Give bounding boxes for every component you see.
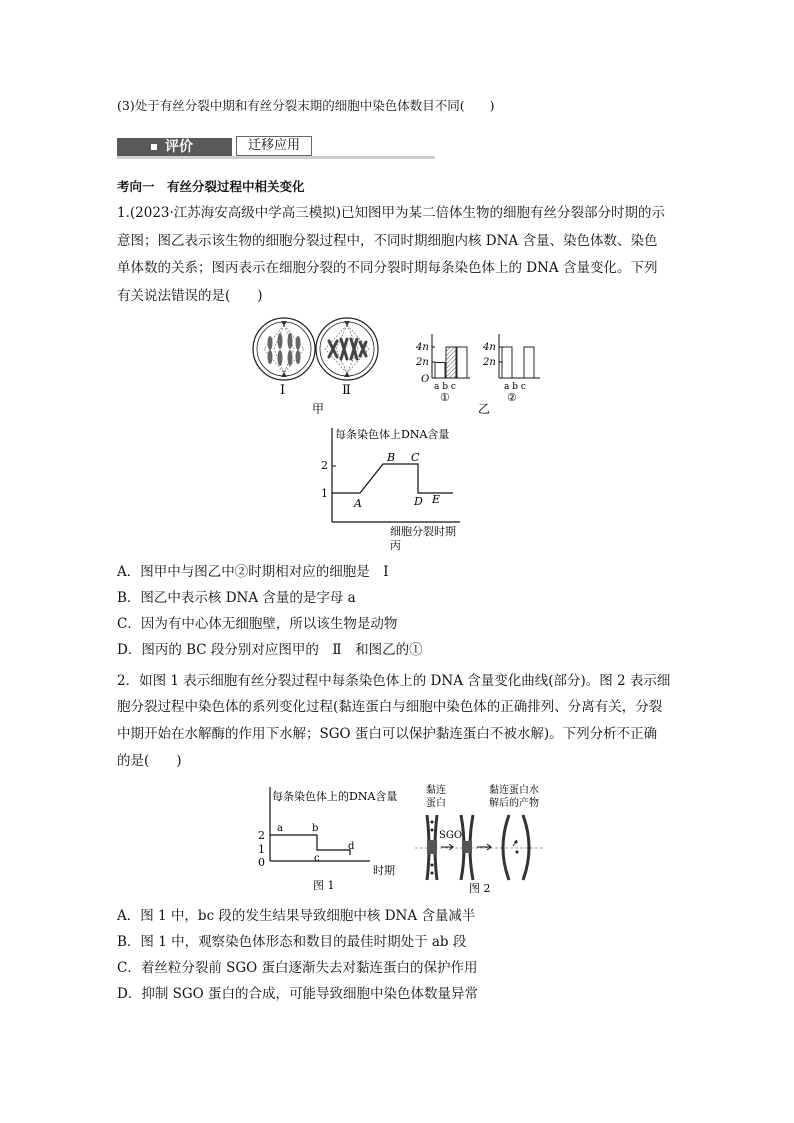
chart2-bars <box>502 347 534 378</box>
q1-option-a[interactable]: A．图甲中与图乙中②时期相对应的细胞是 Ⅰ <box>117 564 389 580</box>
chart1-tick-2n: 2n <box>416 357 429 368</box>
chart1-origin: O <box>421 374 430 385</box>
q2-stem-line: 2．如图 1 表示细胞有丝分裂过程中每条染色体上的 DNA 含量变化曲线(部分)。图 2 表示细 <box>117 673 671 689</box>
q2-option-b[interactable]: B．图 1 中，观察染色体形态和数目的最佳时期处于 ab 段 <box>117 934 467 950</box>
fig1-point-c: c <box>314 853 320 864</box>
fig2-label1-line1: 黏连 <box>426 785 446 796</box>
bing-ylabel: 每条染色体上DNA含量 <box>335 428 450 441</box>
fig2-sgo-label: SGO <box>439 830 463 841</box>
q2-option-a[interactable]: A．图 1 中，bc 段的发生结果导致细胞中核 DNA 含量减半 <box>117 908 476 924</box>
bing-point-d: D <box>414 495 423 508</box>
figure-jia <box>250 315 385 415</box>
figure-2 <box>415 780 550 895</box>
figure-yi <box>412 330 547 415</box>
chart1-tick-4n: 4n <box>416 342 429 353</box>
fig1-ylabel: 每条染色体上的DNA含量 <box>272 790 398 803</box>
bing-xlabel: 细胞分裂时期 <box>390 525 456 538</box>
section-sublabel: 迁移应用 <box>236 136 312 156</box>
figure-yi-caption: 乙 <box>478 402 491 415</box>
fig1-tick-1: 1 <box>258 843 265 856</box>
cell-one-illustration <box>253 318 315 380</box>
bing-point-a: A <box>354 497 362 510</box>
q2-stem-line: 的是( ) <box>117 753 182 769</box>
cell-two-illustration <box>316 318 378 380</box>
fig2-label2-line2: 解后的产物 <box>489 798 539 809</box>
bing-tick-2: 2 <box>321 459 328 472</box>
q1-stem-line: 1.(2023·江苏海安高级中学高三模拟)已知图甲为某二倍体生物的细胞有丝分裂部分时期的示 <box>117 205 666 221</box>
bing-point-c: C <box>411 451 420 464</box>
figure-bing <box>320 424 475 552</box>
q1-option-b[interactable]: B．图乙中表示核 DNA 含量的是字母 a <box>117 590 356 606</box>
bar-a <box>435 363 445 379</box>
section-label: 评价 <box>165 139 193 155</box>
q2-stem-line: 胞分裂过程中染色体的系列变化过程(黏连蛋白与细胞中染色体的正确排列、分离有关，分裂 <box>117 699 663 715</box>
figure-1-caption: 图 1 <box>313 879 335 892</box>
cell-two-label: Ⅱ <box>342 383 351 398</box>
section-banner <box>117 134 435 158</box>
fig1-tick-2: 2 <box>258 829 265 842</box>
fig1-curve <box>270 835 350 855</box>
chart1-bars <box>435 347 467 378</box>
chart2-id: ② <box>507 391 517 404</box>
cell-one-label: Ⅰ <box>280 383 286 398</box>
figure-2-caption: 图 2 <box>469 882 491 895</box>
section-rule <box>117 156 435 159</box>
q2-option-c[interactable]: C．着丝粒分裂前 SGO 蛋白逐渐失去对黏连蛋白的保护作用 <box>117 960 478 976</box>
figure-bing-caption: 丙 <box>390 539 401 552</box>
q1-stem-line: 单体数的关系；图丙表示在细胞分裂的不同分裂时期每条染色体上的 DNA 含量变化。下列 <box>117 260 658 276</box>
chromosome-pair-2 <box>461 815 473 880</box>
chart1-id: ① <box>440 391 450 404</box>
chart2-bar-labels: a b c <box>504 382 526 392</box>
fig1-xlabel: 时期 <box>373 864 395 877</box>
section-bar <box>117 138 232 156</box>
chromosome-pair-1 <box>427 815 437 880</box>
bar-a <box>502 347 512 378</box>
bar-c <box>457 347 467 378</box>
q1-stem-line: 意图；图乙表示该生物的细胞分裂过程中，不同时期细胞内核 DNA 含量、染色体数、染色 <box>117 233 658 249</box>
topic-heading: 考向一 有丝分裂过程中相关变化 <box>117 179 305 194</box>
fig2-label1-line2: 蛋白 <box>426 798 446 809</box>
q2-stem-line: 中期开始在水解酶的作用下水解；SGO 蛋白可以保护黏连蛋白不被水解)。下列分析不正确 <box>117 726 658 742</box>
bar-c <box>524 347 534 378</box>
figure-jia-caption: 甲 <box>312 402 325 415</box>
fig1-point-a: a <box>277 823 283 834</box>
q1-option-d[interactable]: D．图丙的 BC 段分别对应图甲的 Ⅱ 和图乙的① <box>117 642 423 658</box>
fig1-point-b: b <box>312 823 319 834</box>
separated-chromatids <box>503 815 529 880</box>
bar-b <box>446 347 456 378</box>
fig1-tick-0: 0 <box>258 856 265 869</box>
chart2-tick-2n: 2n <box>483 357 496 368</box>
fig1-point-d: d <box>348 841 355 852</box>
chart1-bar-labels: a b c <box>434 382 456 392</box>
chart2-tick-4n: 4n <box>483 342 496 353</box>
q1-option-c[interactable]: C．因为有中心体无细胞壁，所以该生物是动物 <box>117 616 398 632</box>
bing-point-b: B <box>387 451 396 464</box>
bing-point-e: E <box>432 493 441 506</box>
bing-curve <box>332 464 453 493</box>
q2-option-d[interactable]: D．抑制 SGO 蛋白的合成，可能导致细胞中染色体数量异常 <box>117 986 479 1002</box>
figure-1 <box>255 783 410 893</box>
fig2-label2-line1: 黏连蛋白水 <box>489 785 539 796</box>
square-bullet-icon <box>151 144 157 150</box>
bing-tick-1: 1 <box>321 487 328 500</box>
q1-stem-line: 有关说法错误的是( ) <box>117 288 263 304</box>
previous-judgement-item: (3)处于有丝分裂中期和有丝分裂末期的细胞中染色体数目不同( ) <box>117 98 495 113</box>
